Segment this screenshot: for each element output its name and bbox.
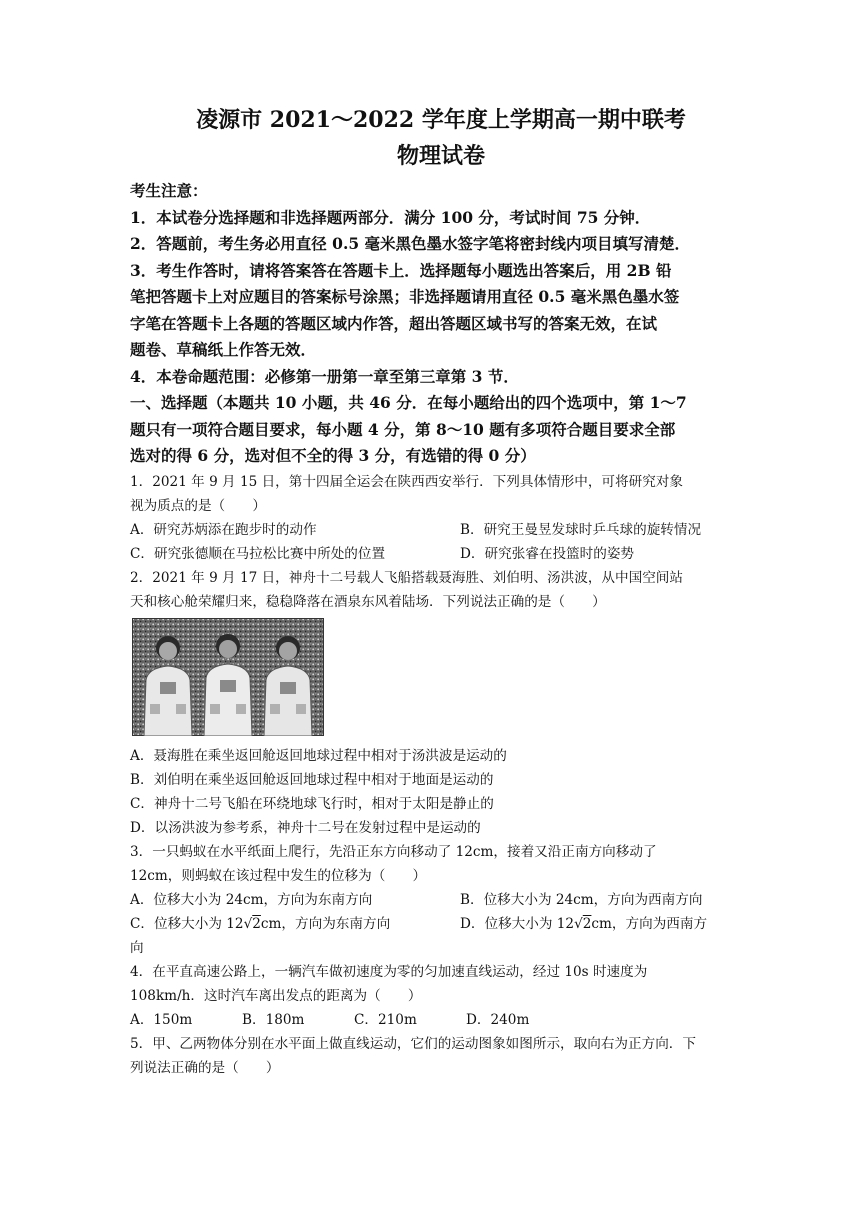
question-3-option-b: B．位移大小为 24cm，方向为西南方向 — [460, 891, 703, 908]
section-1-line-3: 选对的得 6 分，选对但不全的得 3 分，有选错的得 0 分） — [130, 446, 536, 465]
question-3-option-a: A．位移大小为 24cm，方向为东南方向 — [130, 891, 373, 908]
question-2-line-1: 2．2021 年 9 月 17 日，神舟十二号载人飞船搭载聂海胜、刘伯明、汤洪波，从中国空间站 — [130, 569, 683, 586]
question-4-options-row — [130, 1008, 732, 1032]
question-1-line-2: 视为质点的是（ ） — [130, 497, 266, 514]
astronauts-photo-image — [132, 618, 324, 736]
notice-item-3-line-2: 笔把答题卡上对应题目的答案标号涂黑；非选择题请用直径 0.5 毫米黑色墨水签 — [130, 287, 680, 306]
question-3-options-row-1 — [130, 888, 732, 912]
question-3-option-c-prefix: C．位移大小为 12 — [130, 915, 244, 932]
question-1-option-a: A．研究苏炳添在跑步时的动作 — [130, 521, 317, 538]
sqrt-argument: 2 — [582, 915, 592, 932]
question-3-option-d-wrap: 向 — [130, 939, 144, 956]
question-4-option-b: B．180m — [242, 1011, 305, 1028]
question-2-option-b: B．刘伯明在乘坐返回舱返回地球过程中相对于地面是运动的 — [130, 771, 494, 788]
question-3-line-2: 12cm，则蚂蚁在该过程中发生的位移为（ ） — [130, 867, 427, 884]
question-1-options-row-1 — [130, 518, 732, 542]
question-1-option-b: B．研究王曼昱发球时乒乓球的旋转情况 — [460, 521, 702, 538]
question-4-line-2: 108km/h．这时汽车离出发点的距离为（ ） — [130, 987, 422, 1004]
question-3-option-d-suffix: cm，方向为西南方 — [591, 915, 708, 932]
question-2-line-2: 天和核心舱荣耀归来，稳稳降落在酒泉东风着陆场．下列说法正确的是（ ） — [130, 593, 606, 610]
notice-item-3-line-3-normal: 字笔在答题卡上各题的答题区域内作答， — [130, 313, 410, 333]
notice-item-4: 4．本卷命题范围：必修第一册第一章至第三章第 3 节． — [130, 366, 519, 386]
question-1-line-1: 1．2021 年 9 月 15 日，第十四届全运会在陕西西安举行．下列具体情形中，可将研究对象 — [130, 473, 683, 490]
notice-item-2: 2．答题前，考生务必用直径 0.5 毫米黑色墨水签字笔将密封线内项目填写清楚． — [130, 234, 691, 253]
notice-item-1: 1．本试卷分选择题和非选择题两部分．满分 100 分，考试时间 75 分钟． — [130, 207, 651, 227]
question-3-option-d — [460, 912, 707, 936]
notice-item-3-line-1: 3．考生作答时，请将答案答在答题卡上．选择题每小题选出答案后，用 2B 铅 — [130, 260, 672, 280]
question-3-option-c-suffix: cm，方向为东南方向 — [260, 915, 391, 932]
question-3-line-1: 3．一只蚂蚁在水平纸面上爬行，先沿正东方向移动了 12cm，接着又沿正南方向移动了 — [130, 843, 657, 860]
sqrt-argument: 2 — [252, 915, 261, 932]
question-4-line-1: 4．在平直高速公路上，一辆汽车做初速度为零的匀加速直线运动，经过 10s 时速度为 — [130, 963, 648, 980]
sqrt-sign: √ — [243, 915, 253, 932]
notice-item-3-line-4: 题卷、草稿纸上作答无效． — [130, 340, 317, 359]
question-2-option-d: D．以汤洪波为参考系，神舟十二号在发射过程中是运动的 — [130, 819, 481, 836]
notice-item-3-line-3 — [130, 311, 732, 338]
question-2-option-c: C．神舟十二号飞船在环绕地球飞行时，相对于太阳是静止的 — [130, 795, 494, 812]
notice-item-3-emphasis: 超出答题区域书写的答案无效，在试 — [409, 313, 658, 333]
section-1-line-2: 题只有一项符合题目要求，每小题 4 分，第 8～10 题有多项符合题目要求全部 — [130, 419, 676, 439]
question-1-option-c: C．研究张德顺在马拉松比赛中所处的位置 — [130, 545, 386, 562]
question-4-option-d: D．240m — [466, 1011, 530, 1028]
exam-subtitle: 物理试卷 — [396, 143, 485, 169]
question-4-option-a: A．150m — [130, 1011, 193, 1028]
question-3-option-d-prefix: D．位移大小为 12 — [460, 915, 575, 932]
exam-title: 凌源市 2021～2022 学年度上学期高一期中联考 — [196, 107, 686, 133]
sqrt-sign: √ — [574, 915, 583, 932]
astronauts-photo — [132, 618, 732, 740]
question-4-option-c: C．210m — [354, 1011, 417, 1028]
question-1-options-row-2 — [130, 542, 732, 566]
notice-heading: 考生注意： — [130, 181, 208, 200]
question-5-line-2: 列说法正确的是（ ） — [130, 1059, 280, 1076]
section-1-line-1: 一、选择题（本题共 10 小题，共 46 分．在每小题给出的四个选项中，第 1～7 — [130, 393, 687, 412]
question-3-option-c — [130, 912, 460, 936]
exam-content — [130, 104, 732, 1080]
question-5-line-1: 5．甲、乙两物体分别在水平面上做直线运动，它们的运动图象如图所示，取向右为正方向．下 — [130, 1035, 696, 1052]
question-3-options-row-2 — [130, 912, 732, 936]
question-2-option-a: A．聂海胜在乘坐返回舱返回地球过程中相对于汤洪波是运动的 — [130, 747, 507, 764]
question-1-option-d: D．研究张睿在投篮时的姿势 — [460, 545, 635, 562]
